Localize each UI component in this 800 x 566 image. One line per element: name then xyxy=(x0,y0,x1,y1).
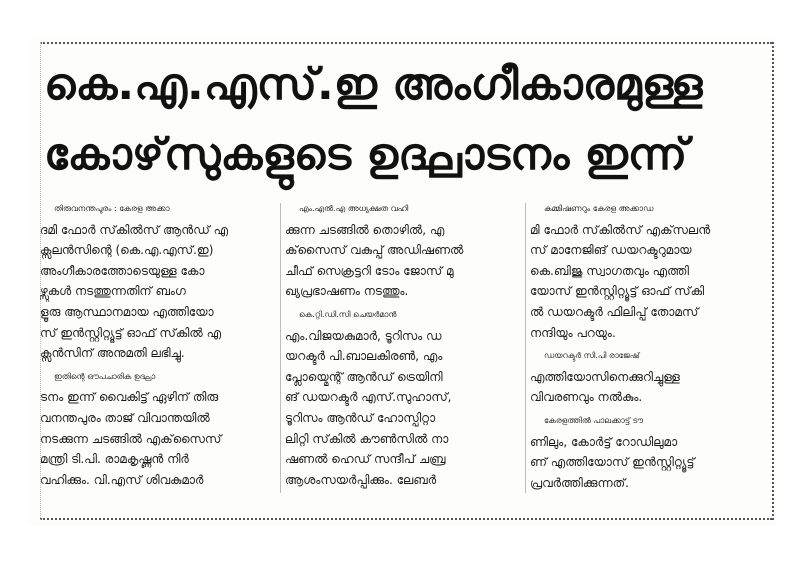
article-line: വിവരണവും നൽകും. xyxy=(530,390,643,405)
article-line: മന്ത്രി ടി.പി. രാമകൃഷ്ണൻ നിർ xyxy=(40,452,189,467)
article-line: എം.വിജയകുമാർ, ടൂറിസം ഡ xyxy=(285,328,442,343)
article-line: ഴ്സുകൾ നടത്തുന്നതിന് ബംഗ xyxy=(40,284,186,299)
article-paragraph xyxy=(285,305,521,490)
article-column-1 xyxy=(40,199,276,499)
article-line: യോസ് ഇൻസ്റ്റിറ്റ്യൂട്ട് ഓഫ് സ്‌കി xyxy=(530,284,705,299)
article-line: കെ.റ്റി.ഡി.സി ചെയർമാൻ xyxy=(299,309,397,319)
column-divider xyxy=(525,203,526,493)
article-line: വനന്തപുരം താജ് വിവാന്തയിൽ xyxy=(40,410,210,425)
article-line: വഹിക്കും. വി.എസ് ശിവകുമാർ xyxy=(40,472,204,487)
dotted-border-bottom xyxy=(40,518,772,520)
headline-line-2: കോഴ്‌സുകളുടെ ഉദ്ഘാടനം ഇന്ന് xyxy=(44,129,688,180)
article-line: നന്ദിയും പറയും. xyxy=(530,325,616,340)
article-line: ക്കുന്ന ചടങ്ങിൽ തൊഴിൽ, എ xyxy=(285,222,445,237)
article-line: മി ഫോർ സ്‌കിൽസ് എക്‌സലൻ xyxy=(530,222,711,237)
article-column-2 xyxy=(285,199,521,499)
headline-line-1: കെ.എ.എസ്.ഇ അംഗീകാരമുള്ള xyxy=(44,59,703,110)
article-line: കെ.ബിജു സ്വാഗതവും എത്തി xyxy=(530,263,689,278)
article-line: ക്സൻസിന് അനുമതി ലഭിച്ചു. xyxy=(40,346,185,361)
article-paragraph xyxy=(530,411,766,493)
article-line: എത്തിയോസിനെക്കുറിച്ചുള്ള xyxy=(530,369,680,384)
article-line: സ് മാനേജിങ് ഡയറക്ടറുമായ xyxy=(530,243,692,258)
dotted-border-right xyxy=(772,42,774,520)
article-line: ഇതിന്റെ ഔപചാരിക ഉദ്ഘാ xyxy=(54,371,156,381)
article-line: അംഗീകാരത്തോടെയുള്ള കോ xyxy=(40,263,205,278)
article-paragraph xyxy=(530,346,766,408)
article-line: ഖ്യപ്രഭാഷണം നടത്തും. xyxy=(285,284,409,299)
article-line: സ് ഇൻസ്റ്റിറ്റ്യൂട്ട് ഓഫ് സ്‌കിൽ എ xyxy=(40,325,222,340)
article-line: ക്സലൻസിന്റെ (കെ.എ.എസ്.ഇ) xyxy=(40,243,214,258)
article-line: ണ് എത്തിയോസ് ഇൻസ്റ്റിറ്റ്യൂട്ട് xyxy=(530,455,695,470)
article-line: പ്രവർത്തിക്കുന്നത്. xyxy=(530,475,629,490)
article-line: തിരുവനന്തപുരം : കേരള അക്കാ xyxy=(54,204,170,213)
article-paragraph xyxy=(285,199,521,302)
article-line: നടക്കുന്ന ചടങ്ങിൽ എക്‌സൈസ് xyxy=(40,431,222,446)
headline xyxy=(44,50,744,190)
article-line: ലിറ്റി സ്‌കിൽ കൗൺസിൽ നാ xyxy=(285,431,449,446)
article-line: ണിലും, കോർട്ട് റോഡിലുമാ xyxy=(530,434,678,449)
article-line: ഷണൽ ഹെഡ് സന്ദീപ് ചബ്ര xyxy=(285,452,446,467)
article-line: യറക്ടർ പി.ബാലകിരൺ, എം xyxy=(285,349,443,364)
article-line: പ്ലോയ്മെന്റ് ആൻഡ് ട്രെയിനി xyxy=(285,369,443,384)
article-line: ളൂരു ആസ്ഥാനമായ എത്തിയോ xyxy=(40,304,214,319)
article-line: ഡയറക്ടർ സി.പി രാജേഷ് xyxy=(544,351,640,361)
article-line: കേരളത്തിൽ പാലക്കാട്ട് ടൗ xyxy=(544,415,644,425)
article-line: ൽ ഡയറക്ടർ ഫിലിപ്പ് തോമസ് xyxy=(530,304,699,319)
article-line: കമ്മിഷണറും കേരള അക്കാഡ xyxy=(544,204,654,213)
article-paragraph xyxy=(530,199,766,343)
article-line: ചീഫ് സെക്രട്ടറി ടോം ജോസ് മു xyxy=(285,263,454,278)
article-line: ടൂറിസം ആൻഡ് ഹോസ്പിറ്റാ xyxy=(285,410,436,425)
dotted-border-top xyxy=(40,42,772,44)
article-line: ദമി ഫോർ സ്‌കിൽസ് ആൻഡ് എ xyxy=(40,222,229,237)
article-paragraph xyxy=(40,199,276,364)
article-line: ആശംസയർപ്പിക്കും. ലേബർ xyxy=(285,472,437,487)
article-line: ടനം ഇന്ന് വൈകിട്ട് ഏഴിന് തിരു xyxy=(40,390,219,405)
column-divider xyxy=(280,203,281,493)
article-line: ക്‌സൈസ് വകുപ്പ് അഡിഷണൽ xyxy=(285,243,464,258)
article-column-3 xyxy=(530,199,766,499)
article-line: ങ് ഡയറക്ടർ എസ്.സുഹാസ്, xyxy=(285,390,452,405)
article-body xyxy=(40,199,766,499)
article-paragraph xyxy=(40,367,276,491)
article-line: എം.എൽ.എ അധ്യക്ഷത വഹി xyxy=(299,204,409,213)
